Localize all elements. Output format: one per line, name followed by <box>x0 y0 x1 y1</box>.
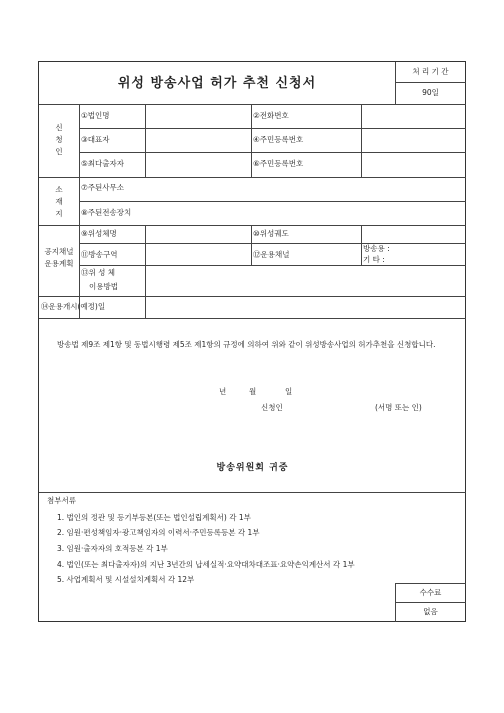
phone-label: ②전화번호 <box>253 111 289 120</box>
operation-plan-label-2: 운용계획 <box>44 259 74 268</box>
attachments-heading: 첨부서류 <box>47 496 76 505</box>
addressee: 방송위원회 귀중 <box>216 463 289 473</box>
processing-period-label: 처 리 기 간 <box>412 67 449 76</box>
satellite-orbit-label: ⑩위성궤도 <box>253 229 289 238</box>
channel-other-label: 기 타 : <box>363 255 385 264</box>
channels-label: ⑫운용채널 <box>253 250 290 259</box>
attachment-item-4: 4. 법인(또는 최다출자자)의 지난 3년간의 납세실적·요약대차대조표·요약손익계산서 각 1부 <box>57 560 355 569</box>
date-year: 년 <box>219 387 227 396</box>
channel-broadcast-label: 방송용 : <box>363 244 390 253</box>
satellite-usage-label-1: ⑬위 성 체 <box>81 268 116 277</box>
attachment-item-1: 1. 법인의 정관 및 등기부등본(또는 법인설립계획서) 각 1부 <box>57 513 251 522</box>
representative-label: ③대표자 <box>81 135 110 144</box>
satellite-usage-label-2: 이용방법 <box>89 282 118 291</box>
location-group-label: 소재지 <box>55 185 63 218</box>
broadcast-area-label: ⑪방송구역 <box>81 250 118 259</box>
main-office-label: ⑦주된사무소 <box>81 183 124 192</box>
fee-label: 수수료 <box>419 588 442 597</box>
applicant-group-label: 신청인 <box>55 123 63 156</box>
application-form <box>38 61 466 622</box>
fee-value: 없음 <box>423 607 438 616</box>
resident-no-label-1: ④주민등록번호 <box>253 135 304 144</box>
resident-no-label-2: ⑥주민등록번호 <box>253 159 304 168</box>
attachment-item-5: 5. 사업계획서 및 시설설치계획서 각 12부 <box>57 575 195 584</box>
signature-note: (서명 또는 인) <box>375 403 422 412</box>
date-day: 일 <box>285 387 293 396</box>
attachment-item-3: 3. 임원·출자자의 호적등본 각 1부 <box>57 544 168 553</box>
application-statement: 방송법 제9조 제1항 및 동법시행령 제5조 제1항의 규정에 의하여 위와 같이 위성방송사업의 허가추천을 신청합니다. <box>57 340 436 349</box>
form-title: 위성 방송사업 허가 추천 신청서 <box>117 76 317 91</box>
processing-period-value: 90일 <box>422 88 439 97</box>
operation-plan-label-1: 공지채널 <box>44 247 74 256</box>
main-transmitter-label: ⑧주된전송장치 <box>81 208 132 217</box>
largest-investor-label: ⑤최다출자자 <box>81 159 124 168</box>
corp-name-label: ①법인명 <box>81 111 110 120</box>
attachment-item-2: 2. 임원·편성책임자·광고책임자의 이력서·주민등록등본 각 1부 <box>57 528 260 537</box>
date-month: 월 <box>249 387 257 396</box>
start-date-label: ⑭운용개시(예정)일 <box>41 302 106 311</box>
satellite-name-label: ⑨위성체명 <box>81 229 117 238</box>
applicant-signature-label: 신청인 <box>261 403 283 412</box>
